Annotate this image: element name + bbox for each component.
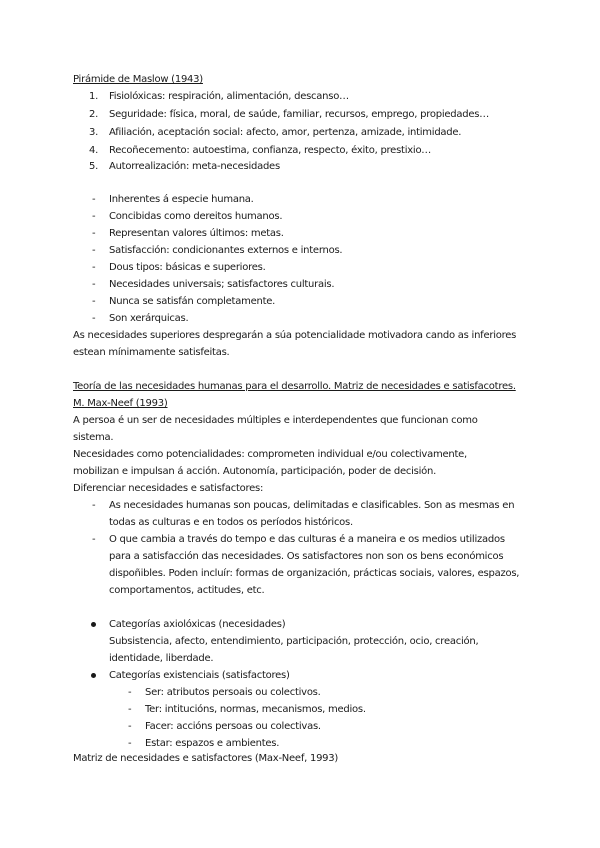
list-item: Facer: accións persoas ou colectivas. — [145, 721, 321, 732]
dash-marker: - — [92, 245, 96, 256]
bullet-label: Categorías existenciais (satisfactores) — [109, 670, 290, 681]
bullet-label: Categorías axiolóxicas (necesidades) — [109, 619, 286, 630]
list-item: O que cambia a través do tempo e das culturas é a maneira e os medios utilizados — [109, 534, 505, 545]
list-number: 5. — [89, 161, 99, 172]
list-number: 3. — [89, 127, 99, 138]
dash-marker: - — [128, 687, 132, 698]
list-item: Autorrealización: meta-necesidades — [109, 161, 280, 172]
paragraph-line: Diferenciar necesidades e satisfactores: — [73, 483, 264, 494]
list-item: Fisiolóxicas: respiración, alimentación, descanso… — [109, 91, 349, 102]
list-item: Necesidades universais; satisfactores culturais. — [109, 279, 335, 290]
list-item: Satisfacción: condicionantes externos e internos. — [109, 245, 343, 256]
list-item: Representan valores últimos: metas. — [109, 228, 284, 239]
list-number: 1. — [89, 91, 99, 102]
list-number: 4. — [89, 145, 99, 156]
list-item-continuation: todas as culturas e en todos os períodos históricos. — [109, 517, 353, 528]
paragraph-line: Necesidades como potencialidades: comprometen individual e/ou colectivamente, — [73, 449, 467, 460]
bullet-text: Subsistencia, afecto, entendimiento, participación, protección, ocio, creación, — [109, 636, 479, 647]
footer-line: Matriz de necesidades e satisfactores (Max-Neef, 1993) — [73, 753, 339, 764]
paragraph-line: estean mínimamente satisfeitas. — [73, 347, 230, 358]
list-item-continuation: para a satisfacción das necesidades. Os satisfactores non son os bens económicos — [109, 551, 504, 562]
section-title-maxneef-author: M. Max-Neef (1993) — [73, 398, 168, 409]
dash-marker: - — [92, 313, 96, 324]
paragraph-line: As necesidades superiores despregarán a súa potencialidade motivadora cando as inferiores — [73, 330, 517, 341]
dash-marker: - — [128, 721, 132, 732]
dash-marker: - — [128, 704, 132, 715]
list-item: Ter: intitucións, normas, mecanismos, medios. — [145, 704, 366, 715]
dash-marker: - — [92, 194, 96, 205]
list-item: Estar: espazos e ambientes. — [145, 738, 280, 749]
list-number: 2. — [89, 109, 99, 120]
list-item: Son xerárquicas. — [109, 313, 189, 324]
list-item: Seguridade: física, moral, de saúde, familiar, recursos, emprego, propiedades… — [109, 109, 489, 120]
dash-marker: - — [92, 534, 96, 545]
list-item: Inherentes á especie humana. — [109, 194, 254, 205]
dash-marker: - — [92, 228, 96, 239]
dash-marker: - — [92, 296, 96, 307]
list-item: Concibidas como dereitos humanos. — [109, 211, 283, 222]
list-item: Recoñecemento: autoestima, confianza, respecto, éxito, prestixio… — [109, 145, 432, 156]
dash-marker: - — [92, 211, 96, 222]
paragraph-line: mobilizan e impulsan á acción. Autonomía, participación, poder de decisión. — [73, 466, 437, 477]
dash-marker: - — [92, 500, 96, 511]
list-item: As necesidades humanas son poucas, delimitadas e clasificables. Son as mesmas en — [109, 500, 515, 511]
list-item: Ser: atributos persoais ou colectivos. — [145, 687, 321, 698]
list-item: Afiliación, aceptación social: afecto, amor, pertenza, amizade, intimidade. — [109, 127, 462, 138]
dash-marker: - — [92, 279, 96, 290]
dash-marker: - — [92, 262, 96, 273]
list-item-continuation: dispoñibles. Poden incluír: formas de organización, prácticas sociais, valores, espazos, — [109, 568, 520, 579]
section-title-maxneef: Teoría de las necesidades humanas para el desarrollo. Matriz de necesidades e satisfacotres. — [73, 381, 516, 392]
list-item-continuation: comportamentos, actitudes, etc. — [109, 585, 265, 596]
paragraph-line: A persoa é un ser de necesidades múltiples e interdependentes que funcionan como — [73, 415, 478, 426]
dash-marker: - — [128, 738, 132, 749]
bullet-text: identidade, liberdade. — [109, 653, 214, 664]
bullet-dot — [91, 622, 96, 627]
section-title-maslow: Pirámide de Maslow (1943) — [73, 74, 203, 85]
bullet-dot — [91, 673, 96, 678]
list-item: Nunca se satisfán completamente. — [109, 296, 276, 307]
paragraph-line: sistema. — [73, 432, 114, 443]
list-item: Dous tipos: básicas e superiores. — [109, 262, 266, 273]
